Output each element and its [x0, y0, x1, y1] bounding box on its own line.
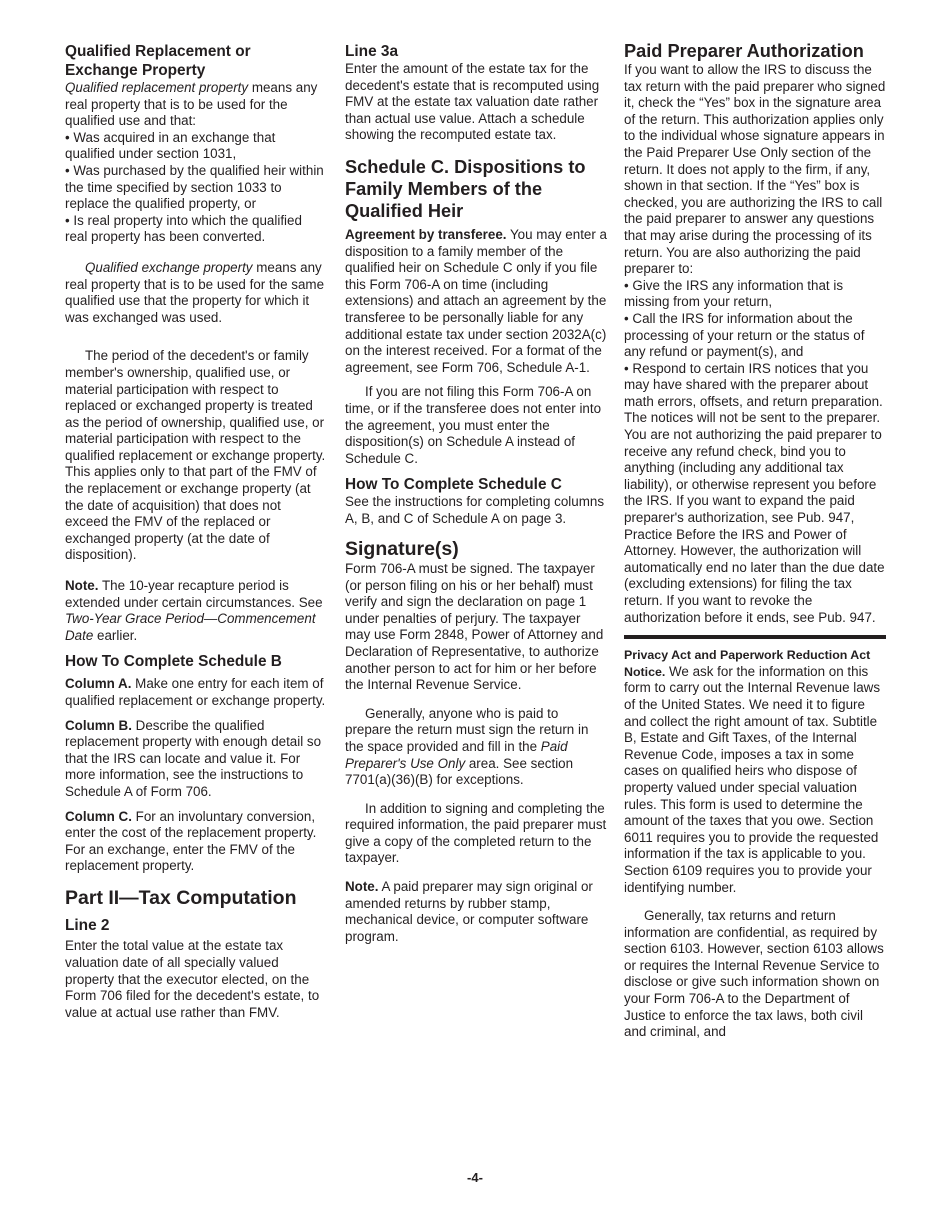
how-to-complete-schedule-c-paragraph: See the instructions for completing columns A, B, and C of Schedule A on page 3. [345, 494, 605, 526]
label: Column A. [65, 676, 132, 692]
text: For an involuntary conversion, enter the cost of the replacement property. For an exchange, enter the FMV of the replacement property. [65, 808, 317, 874]
label: Column B. [65, 717, 132, 733]
schedule-c-heading: Schedule C. Dispositions to Family Members of the Qualified Heir [345, 156, 586, 221]
label: Column C. [65, 808, 132, 824]
page-number: -4- [467, 1170, 483, 1185]
text: means any real property that is to be used for the same qualified use that the property for which it was exchanged was used. [65, 259, 325, 325]
text: Generally, anyone who is paid to prepare the return must sign the return in the space provided and fill in the [345, 705, 589, 754]
text: Describe the qualified replacement property with enough detail so that the IRS can locate and value it. For more information, see the instructions to Schedule A of Form 706. [65, 717, 322, 799]
notices-paragraph: The notices will not be sent to the preparer. You are not authorizing the paid preparer to receive any refund check, bind you to anything (including any additional tax liability), or otherwise represent you before the IRS. If you want to expand the paid preparer's authorization, see Pub. 947, Practice Before the IRS and Power of Attorney. However, the authorization will automatically end no later than the due date (excluding extensions) for filing the tax return. If you want to revoke the authorization before it ends, see Pub. 947. [624, 410, 885, 625]
bullet-item: • Respond to certain IRS notices that you may have shared with the preparer about math errors, offsets, and return preparation. [624, 360, 883, 409]
note-label: Note. [345, 879, 379, 895]
period-paragraph: The period of the decedent's or family member's ownership, qualified use, or material participation with respect to replaced or exchanged property is treated as the period of ownership, qualified use, or material participation with respect to the qualified replacement or exchange property. This applies only to that part of the FMV of the replacement or exchange property (at the date of acquisition) that does not exceed the FMV of the replaced or exchanged property (at the date of disposition). [65, 348, 326, 563]
text: Make one entry for each item of qualified replacement or exchange property. [65, 676, 326, 708]
how-to-complete-schedule-b-heading: How To Complete Schedule B [65, 653, 282, 671]
bullet-item: • Call the IRS for information about the processing of your return or the status of any refund or payment(s), and [624, 310, 865, 360]
bullet-item: • Was acquired in an exchange that qualified under section 1031, [65, 129, 276, 162]
column-a-paragraph [65, 676, 327, 709]
line-2-heading: Line 2 [65, 917, 110, 935]
note-paragraph [65, 578, 327, 644]
text: We ask for the information on this form to carry out the Internal Revenue laws of the United States. We need it to figure and collect the right amount of tax. Subtitle B, Estate and Gift Taxes, of the Internal Revenue Code, imposes a tax in some cases on qualified heirs who dispose of property valued under special valuation rules. This form is used to determine the amount of the taxes that you owe. Section 6011 requires you to provide the requested information if the tax is applicable to you. Section 6109 requires you to provide your identifying number. [624, 663, 881, 895]
text: area. See section 7701(a)(36)(B) for exceptions. [345, 755, 574, 788]
paid-preparer-authorization-paragraph: If you want to allow the IRS to discuss the tax return with the paid preparer who signed it, check the “Yes” box in the signature area of the return. This authorization applies only to the individual whose signature appears in the Paid Preparer Use Only section of the return. It does not apply to the firm, if any, shown in that section. If the “Yes” box is checked, you are authorizing the IRS to call the paid preparer to answer any questions that may arise during the processing of its return. You are also authorizing the paid preparer to: [624, 62, 886, 277]
label: Agreement by transferee. [345, 226, 507, 242]
signatures-heading: Signature(s) [345, 538, 459, 561]
confidential-paragraph: Generally, tax returns and return information are confidential, as required by section 6103. However, section 6103 allows or requires the Internal Revenue Service to disclose or give such information shown on your Form 706-A to the Department of Justice to enforce the tax laws, both civil and criminal, and [624, 908, 884, 1040]
column-c-paragraph [65, 809, 327, 875]
section-divider [624, 635, 886, 639]
column-3 [624, 40, 886, 1041]
line-3a-heading: Line 3a [345, 43, 399, 60]
bullet-item: • Is real property into which the qualified real property has been converted. [65, 212, 302, 245]
text: A paid preparer may sign original or amended returns by rubber stamp, mechanical device, or computer software program. [345, 879, 593, 944]
reference: Paid Preparer's Use Only [345, 738, 568, 771]
reference: Two-Year Grace Period—Commencement Date [65, 611, 316, 643]
bullet-item: • Was purchased by the qualified heir within the time specified by section 1033 to replace the qualified property, or [65, 162, 324, 212]
column-b-paragraph [65, 718, 327, 801]
text: You may enter a disposition to a family member of the qualified heir on Schedule C only if you file this Form 706-A on time (including extensions) and attach an agreement by the transferee to be personally liable for any additional estate tax under section 2032A(c) on the interest received. For a format of the agreement, see Form 706, Schedule A-1. [345, 226, 608, 375]
qualified-replacement-heading: Qualified Replacement or Exchange Property [65, 43, 251, 79]
text: means any real property that is to be used for the qualified use and that: [65, 80, 318, 129]
how-to-complete-schedule-c-heading: How To Complete Schedule C [345, 476, 562, 494]
term: Qualified exchange property [85, 259, 253, 275]
column-1 [65, 40, 327, 1021]
copy-paragraph: In addition to signing and completing the required information, the paid preparer must give a copy of the completed return to the taxpayer. [345, 800, 607, 866]
note-paragraph [345, 879, 607, 945]
line-3a-paragraph: Enter the amount of the estate tax for the decedent's estate that is recomputed using FMV at the estate tax valuation date rather than actual use value. Attach a schedule showing the recomputed estate tax. [345, 61, 600, 143]
label: Privacy Act and Paperwork Reduction Act Notice. [624, 648, 871, 679]
not-filing-paragraph: If you are not filing this Form 706-A on time, or if the transferee does not enter into the agreement, you must enter the disposition(s) on Schedule A instead of Schedule C. [345, 384, 602, 466]
agreement-paragraph [345, 227, 607, 376]
text: earlier. [93, 627, 138, 643]
part-ii-heading: Part II—Tax Computation [65, 886, 297, 909]
privacy-act-paragraph [624, 647, 886, 896]
paid-preparer-paragraph [345, 706, 607, 789]
note-label: Note. [65, 578, 99, 594]
signatures-paragraph: Form 706-A must be signed. The taxpayer (or person filing on his or her behalf) must verify and sign the declaration on page 1 under penalties of perjury. The taxpayer may use Form 2848, Power of Attorney and Declaration of Representative, to authorize another person to act for him or her before the Internal Revenue Service. [345, 560, 604, 693]
qualified-exchange-paragraph [65, 260, 327, 326]
text: The 10-year recapture period is extended under certain circumstances. See [65, 578, 323, 610]
line-2-paragraph: Enter the total value at the estate tax valuation date of all specially valued property that the executor elected, on the Form 706 filed for the decedent's estate, to value at actual use rather than FMV. [65, 938, 320, 1020]
bullet-item: • Give the IRS any information that is missing from your return, [624, 277, 844, 310]
term: Qualified replacement property [65, 80, 249, 95]
paid-preparer-authorization-heading: Paid Preparer Authorization [624, 41, 864, 61]
column-2 [345, 40, 607, 945]
qualified-replacement-paragraph [65, 80, 327, 130]
